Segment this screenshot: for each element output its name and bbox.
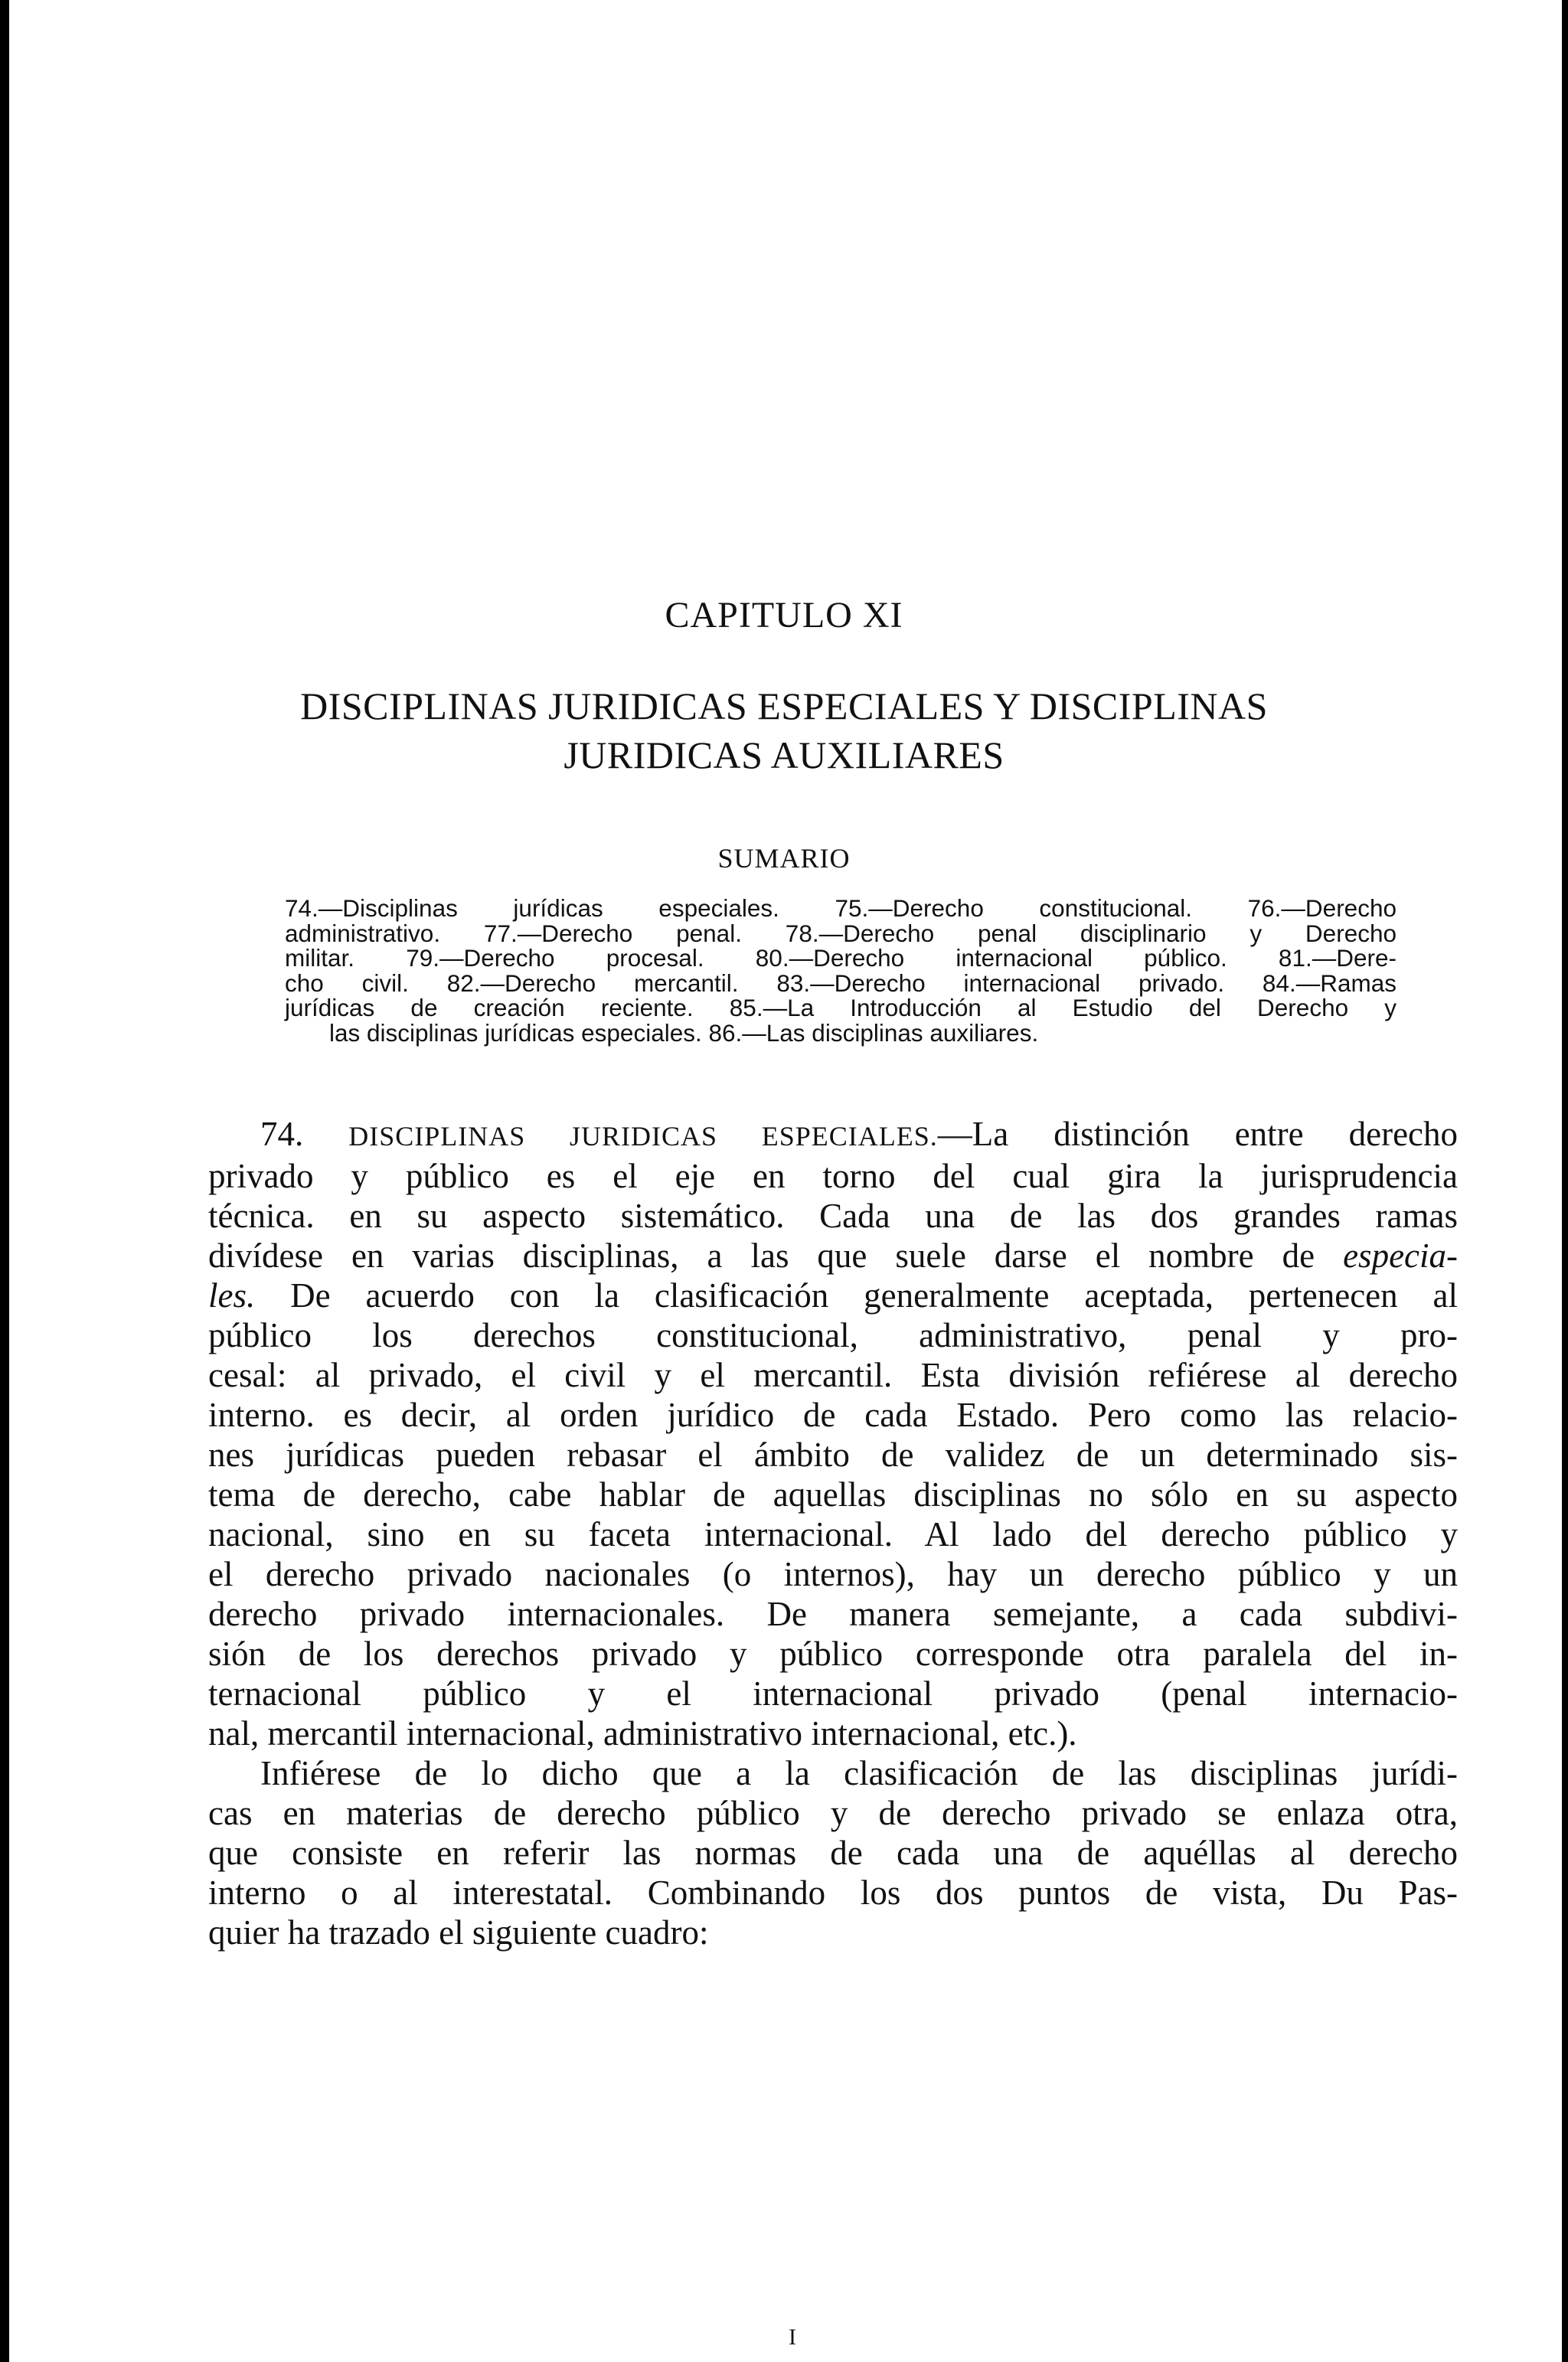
- sumario-heading: SUMARIO: [717, 843, 851, 874]
- paragraph-line: que consiste en referir las normas de cada una de aquéllas al derecho: [208, 1834, 1458, 1872]
- italic-term: especia-: [1343, 1237, 1458, 1275]
- sumario-line: 74.—Disciplinas jurídicas especiales. 75.—Derecho constitucional. 76.—Derecho: [285, 894, 1396, 922]
- paragraph-line: privado y público es el eje en torno del cual gira la jurisprudencia: [208, 1157, 1458, 1195]
- chapter-title-line: JURIDICAS AUXILIARES: [564, 733, 1004, 776]
- paragraph-line: sión de los derechos privado y público corresponde otra paralela del in-: [208, 1635, 1458, 1673]
- chapter-title: [230, 681, 1338, 779]
- scan-edge-left: [0, 0, 9, 2362]
- paragraph-line: tema de derecho, cabe hablar de aquellas disciplinas no sólo en su aspecto: [208, 1475, 1458, 1514]
- page-mark: I: [789, 2324, 796, 2350]
- paragraph-line: interno. es decir, al orden jurídico de cada Estado. Pero como las relacio-: [208, 1396, 1458, 1434]
- paragraph-line: nal, mercantil internacional, administrativo internacional, etc.).: [208, 1714, 1077, 1753]
- section-number: 74.: [260, 1115, 304, 1153]
- sumario-list: [285, 896, 1396, 1045]
- chapter-title-line: DISCIPLINAS JURIDICAS ESPECIALES Y DISCIPLINAS: [300, 684, 1268, 727]
- paragraph-line: derecho privado internacionales. De manera semejante, a cada subdivi-: [208, 1595, 1458, 1633]
- sumario-line: las disciplinas jurídicas especiales. 86.—Las disciplinas auxiliares.: [329, 1018, 1039, 1047]
- paragraph-line: nes jurídicas pueden rebasar el ámbito de validez de un determinado sis-: [208, 1436, 1458, 1474]
- paragraph-line: quier ha trazado el siguiente cuadro:: [208, 1913, 709, 1952]
- paragraph-line: cesal: al privado, el civil y el mercantil. Esta división refiérese al derecho: [208, 1356, 1458, 1394]
- paragraph-text: De acuerdo con la clasificación generalmente aceptada, pertenecen al: [255, 1276, 1458, 1315]
- paragraph-line: ternacional público y el internacional privado (penal internacio-: [208, 1674, 1458, 1713]
- sumario-line: jurídicas de creación reciente. 85.—La Introducción al Estudio del Derecho y: [285, 994, 1396, 1021]
- italic-term: les.: [208, 1276, 256, 1315]
- paragraph-line: Infiérese de lo dicho que a la clasificación de las disciplinas jurídi-: [260, 1754, 1458, 1792]
- scan-edge-right: [1562, 0, 1568, 2362]
- chapter-heading: CAPITULO XI: [665, 595, 903, 635]
- paragraph-line: el derecho privado nacionales (o internos), hay un derecho público y un: [208, 1555, 1458, 1593]
- paragraph-line: nacional, sino en su faceta internacional. Al lado del derecho público y: [208, 1515, 1458, 1553]
- paragraph-line: cas en materias de derecho público y de derecho privado se enlaza otra,: [208, 1794, 1458, 1832]
- paragraph-line: interno o al interestatal. Combinando los dos puntos de vista, Du Pas-: [208, 1874, 1458, 1912]
- paragraph-line: técnica. en su aspecto sistemático. Cada una de las dos grandes ramas: [208, 1197, 1458, 1235]
- sumario-line: cho civil. 82.—Derecho mercantil. 83.—Derecho internacional privado. 84.—Ramas: [285, 969, 1396, 997]
- section-first-line: [208, 1114, 1458, 1156]
- paragraph-text: —La distinción entre derecho: [937, 1115, 1459, 1153]
- paragraph-text: divídese en varias disciplinas, a las que suele darse el nombre de: [208, 1237, 1344, 1275]
- section-body: [208, 1114, 1458, 1952]
- sumario-line: militar. 79.—Derecho procesal. 80.—Derecho internacional público. 81.—Dere-: [285, 944, 1396, 972]
- paragraph-line: público los derechos constitucional, administrativo, penal y pro-: [208, 1316, 1458, 1354]
- sumario-line: administrativo. 77.—Derecho penal. 78.—Derecho penal disciplinario y Derecho: [285, 919, 1396, 947]
- paragraph-line: [208, 1236, 1458, 1276]
- paragraph-line: [208, 1276, 1458, 1315]
- section-title: DISCIPLINAS JURIDICAS ESPECIALES.: [348, 1121, 938, 1152]
